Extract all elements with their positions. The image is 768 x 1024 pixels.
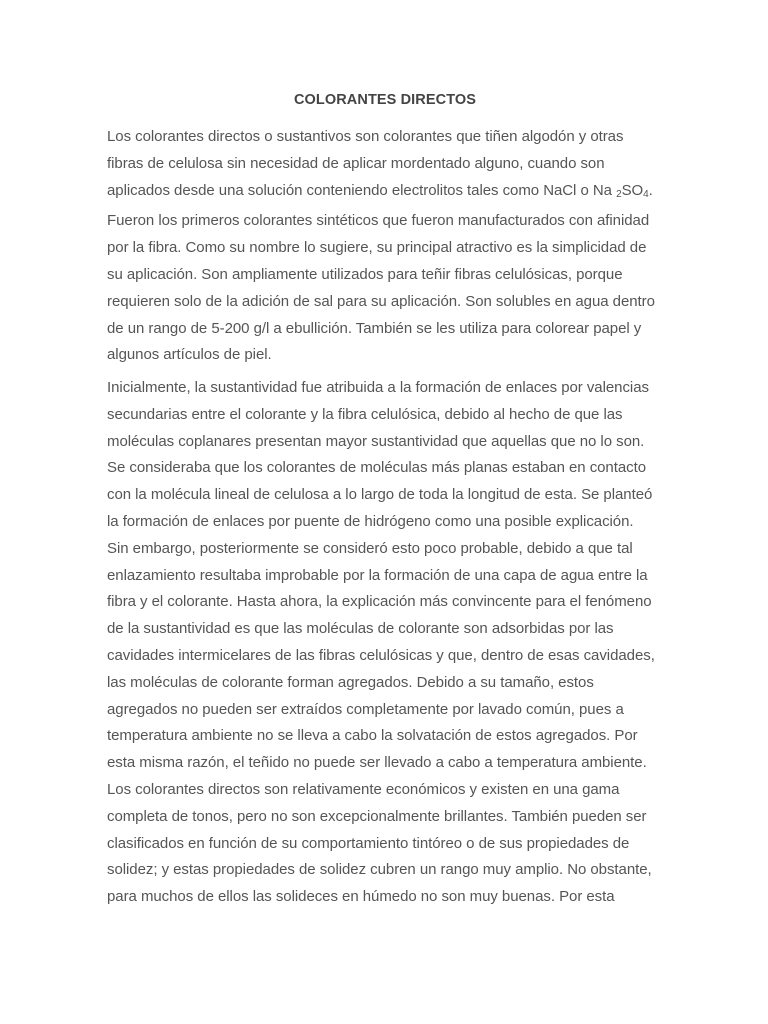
text-line: la formación de enlaces por puente de hidrógeno como una posible explicación.: [107, 512, 634, 530]
paragraph-2: [107, 375, 663, 911]
paragraph-1: [107, 124, 663, 369]
text-line: con la molécula lineal de celulosa a lo largo de toda la longitud de esta. Se planteó: [107, 486, 653, 504]
subscript-2: 2: [616, 188, 622, 200]
formula-so: SO: [621, 181, 644, 199]
text-line: por la fibra. Como su nombre lo sugiere, su principal atractivo es la simplicidad de: [107, 239, 647, 257]
text-line: moléculas coplanares presentan mayor sustantividad que aquellas que no lo son.: [107, 432, 645, 450]
text-line: Se consideraba que los colorantes de moléculas más planas estaban en contacto: [107, 459, 646, 477]
text-line: algunos artículos de piel.: [107, 346, 272, 364]
text-line: completa de tonos, pero no son excepcionalmente brillantes. También pueden ser: [107, 807, 647, 825]
text-line: solidez; y estas propiedades de solidez cubren un rango muy amplio. No obstante,: [107, 861, 652, 879]
formula-prefix: aplicados desde una solución conteniendo electrolitos tales como NaCl o Na: [107, 181, 617, 199]
text-line: Los colorantes directos o sustantivos son colorantes que tiñen algodón y otras: [107, 128, 624, 145]
text-line: para muchos de ellos las solideces en húmedo no son muy buenas. Por esta: [107, 888, 615, 906]
formula-suffix: .: [648, 181, 653, 199]
text-line: esta misma razón, el teñido no puede ser llevado a cabo a temperatura ambiente.: [107, 754, 647, 772]
text-line: de un rango de 5-200 g/l a ebullición. También se les utiliza para colorear papel y: [107, 319, 642, 337]
text-line: temperatura ambiente no se lleva a cabo la solvatación de estos agregados. Por: [107, 727, 638, 745]
text-line: fibras de celulosa sin necesidad de aplicar mordentado alguno, cuando son: [107, 154, 605, 172]
text-line: Inicialmente, la sustantividad fue atribuida a la formación de enlaces por valencias: [107, 379, 649, 396]
subscript-4: 4: [643, 188, 649, 200]
text-line: requieren solo de la adición de sal para su aplicación. Son solubles en agua dentro: [107, 292, 655, 310]
text-line-formula: [107, 178, 663, 209]
text-line: fibra y el colorante. Hasta ahora, la explicación más convincente para el fenómeno: [107, 593, 652, 611]
text-line: las moléculas de colorante forman agregados. Debido a su tamaño, estos: [107, 673, 594, 691]
text-line: de la sustantividad es que las moléculas de colorante son adsorbidas por las: [107, 620, 614, 638]
text-line: clasificados en función de su comportamiento tintóreo o de sus propiedades de: [107, 834, 630, 852]
text-line: Sin embargo, posteriormente se consideró esto poco probable, debido a que tal: [107, 539, 633, 557]
text-line: agregados no pueden ser extraídos completamente por lavado común, pues a: [107, 700, 624, 718]
text-line: secundarias entre el colorante y la fibra celulósica, debido al hecho de que las: [107, 405, 623, 423]
text-line: su aplicación. Son ampliamente utilizados para teñir fibras celulósicas, porque: [107, 265, 623, 283]
text-line: enlazamiento resultaba improbable por la formación de una capa de agua entre la: [107, 566, 648, 584]
text-line: cavidades intermicelares de las fibras celulósicas y que, dentro de esas cavidades,: [107, 646, 655, 664]
document-title: COLORANTES DIRECTOS: [293, 92, 477, 108]
text-line: Los colorantes directos son relativamente económicos y existen en una gama: [107, 780, 620, 798]
text-line: Fueron los primeros colorantes sintéticos que fueron manufacturados con afinidad: [107, 212, 650, 230]
